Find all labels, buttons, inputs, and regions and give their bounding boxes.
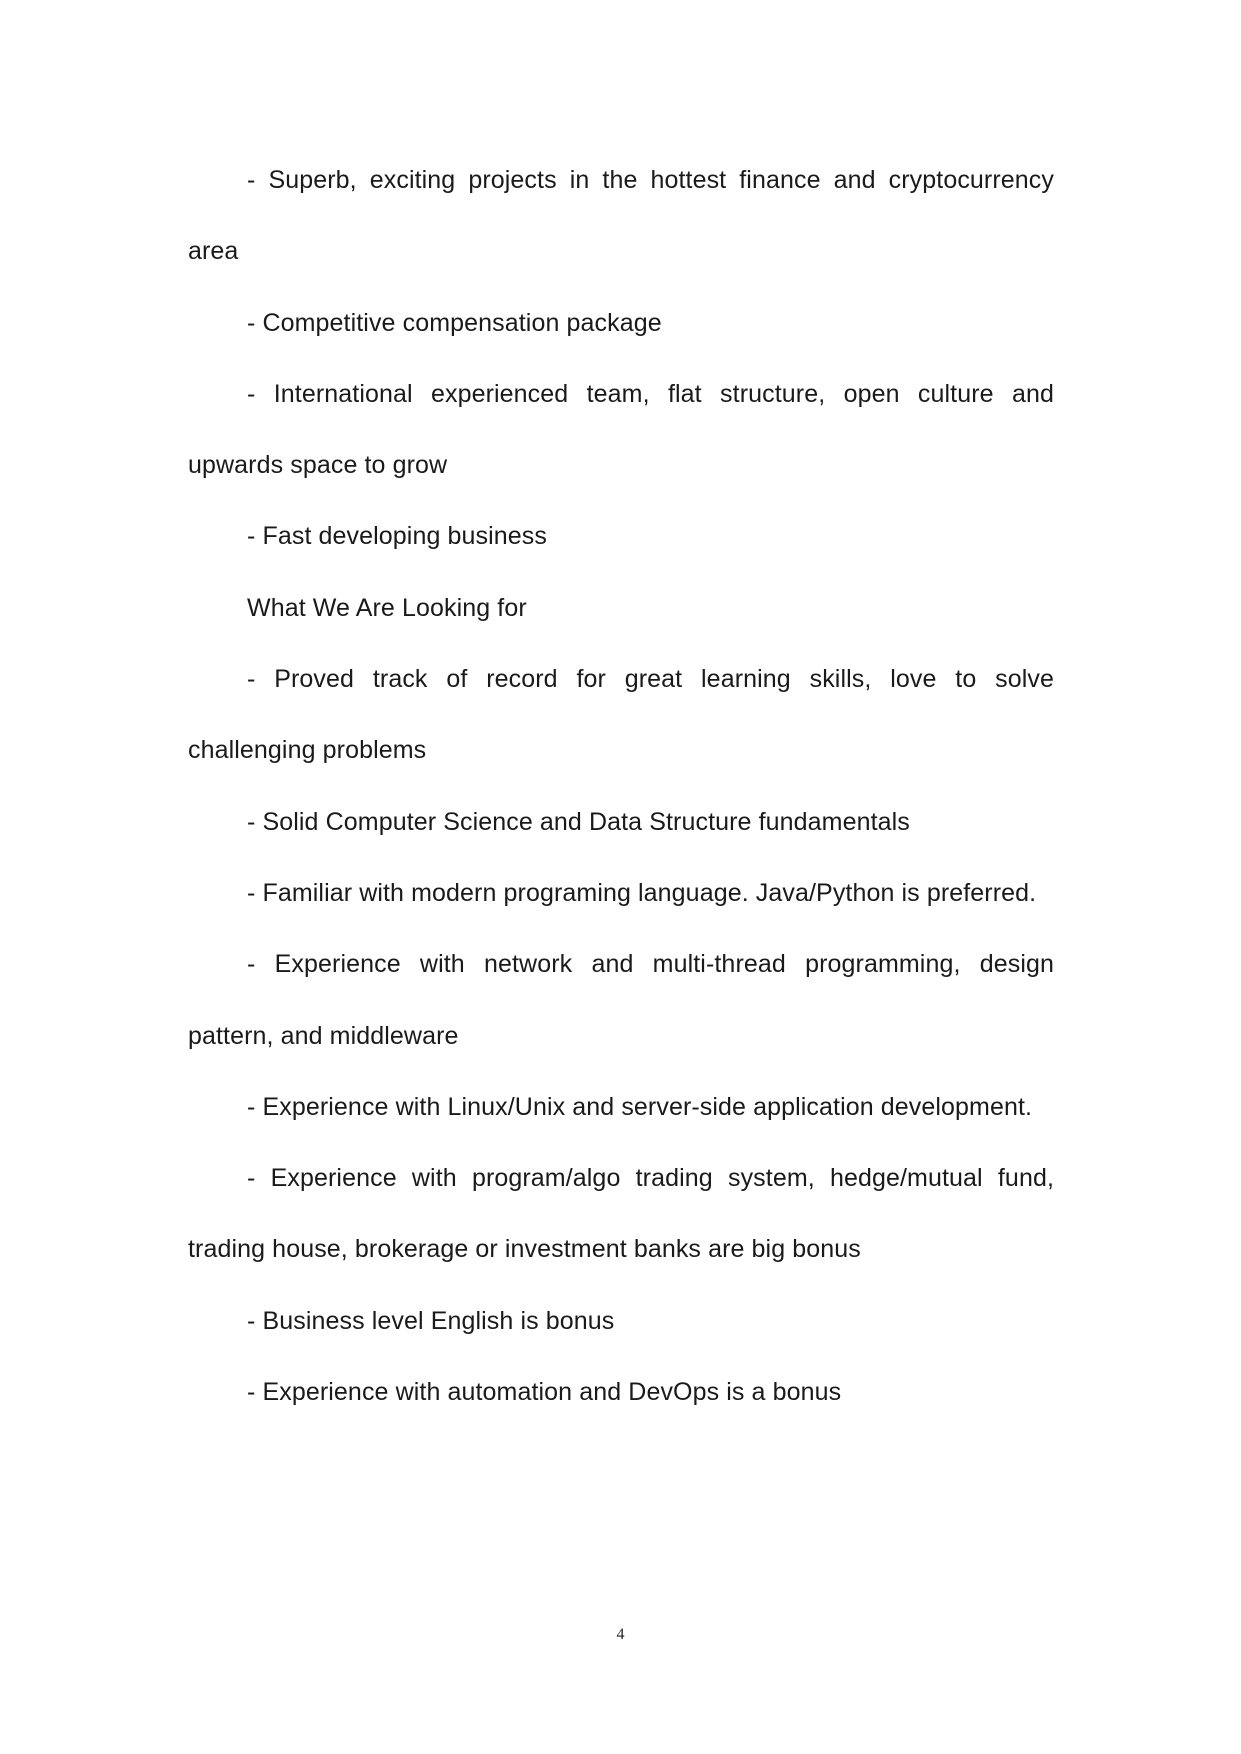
paragraph-req-devops: - Experience with automation and DevOps is a bonus [247, 1378, 842, 1407]
section-heading-looking-for: What We Are Looking for [247, 593, 527, 622]
paragraph-req-learning: - Proved track of record for great learning skills, love to solve challenging problems [188, 665, 1054, 765]
document-body [188, 145, 1054, 1428]
paragraph-benefit-team: - International experienced team, flat structure, open culture and upwards space to grow [188, 379, 1054, 480]
paragraph-benefit-projects: - Superb, exciting projects in the hottest finance and cryptocurrency area [188, 166, 1054, 266]
paragraph-req-language: - Familiar with modern programing language. Java/Python is preferred. [247, 878, 1037, 907]
paragraph-benefit-compensation: - Competitive compensation package [247, 308, 662, 337]
paragraph-req-fundamentals: - Solid Computer Science and Data Structure fundamentals [247, 807, 910, 836]
paragraph-req-english: - Business level English is bonus [247, 1306, 615, 1335]
paragraph-req-trading: - Experience with program/algo trading system, hedge/mutual fund, trading house, brokerage or investment banks are big bonus [188, 1164, 1054, 1264]
paragraph-req-linux: - Experience with Linux/Unix and server-side application development. [247, 1092, 1033, 1121]
page-number: 4 [616, 1626, 625, 1643]
paragraph-benefit-business: - Fast developing business [247, 522, 547, 551]
paragraph-req-network: - Experience with network and multi-thread programming, design pattern, and middleware [188, 950, 1054, 1050]
